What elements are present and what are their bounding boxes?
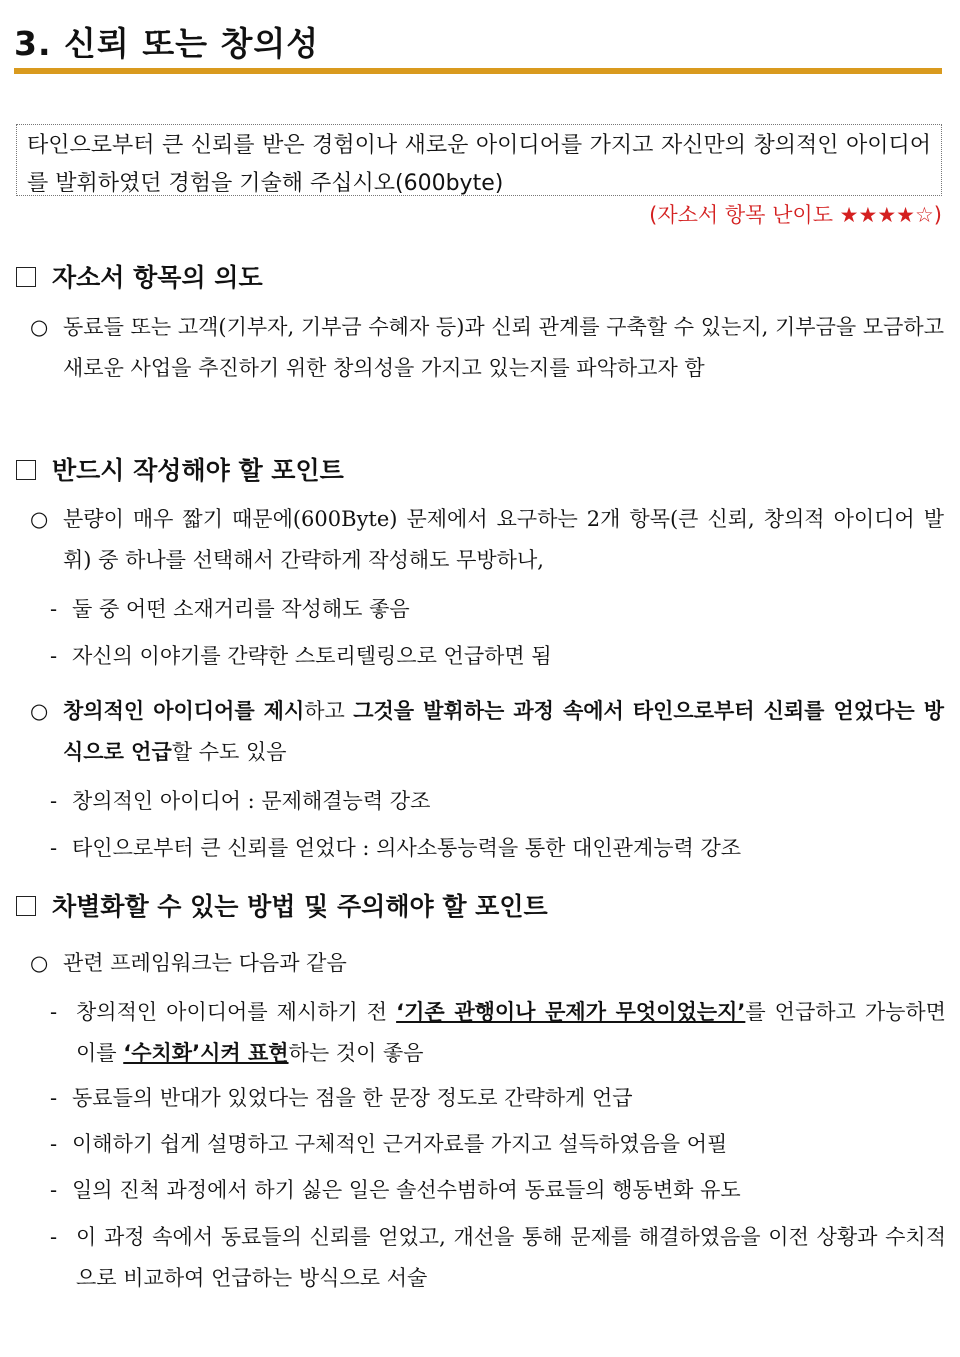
bullet-text: 분량이 매우 짧기 때문에(600Byte) 문제에서 요구하는 2개 항목(큰 신뢰, 창의적 아이디어 발휘) 중 하나를 선택해서 간략하게 작성해도 무방하나, bbox=[63, 507, 944, 572]
dash-text: 이해하기 쉽게 설명하고 구체적인 근거자료를 가지고 설득하였음을 어필 bbox=[72, 1132, 728, 1156]
dash-text: 이 과정 속에서 동료들의 신뢰를 얻었고, 개선을 통해 문제를 해결하였음을 이전 상황과 수치적으로 비교하여 언급하는 방식으로 서술 bbox=[76, 1225, 946, 1290]
plain-phrase: 를 언급하고 가능하면 이를 bbox=[76, 1000, 946, 1065]
bullet-item bbox=[30, 307, 944, 389]
dash-text: 자신의 이야기를 간략한 스토리텔링으로 언급하면 됨 bbox=[72, 644, 552, 668]
plain-phrase: 창의적인 아이디어를 제시하기 전 bbox=[76, 1000, 397, 1024]
circle-bullet-icon: ○ bbox=[30, 315, 49, 339]
circle-bullet-icon: ○ bbox=[30, 507, 49, 531]
checkbox-square-icon bbox=[16, 460, 36, 480]
difficulty-rating: (자소서 항목 난이도 ★★★★☆) bbox=[649, 203, 942, 227]
dash-marker: - bbox=[50, 1225, 58, 1249]
dash-item bbox=[50, 589, 946, 630]
section-heading-key-points bbox=[16, 451, 344, 487]
bold-phrase: 창의적인 아이디어를 제시 bbox=[63, 699, 305, 723]
bold-phrase: 그것을 발휘하는 과정 속에서 타인으로부터 신뢰를 얻었다는 방식으로 언급 bbox=[63, 699, 944, 764]
dash-text: 일의 진척 과정에서 하기 싫은 일은 솔선수범하여 동료들의 행동변화 유도 bbox=[72, 1178, 741, 1202]
dash-item bbox=[50, 781, 946, 822]
circle-bullet-icon: ○ bbox=[30, 699, 49, 723]
dash-item bbox=[50, 1170, 946, 1211]
section-heading-intent bbox=[16, 258, 263, 294]
dash-item bbox=[50, 636, 946, 677]
checkbox-square-icon bbox=[16, 267, 36, 287]
dash-marker: - bbox=[50, 836, 58, 860]
dash-text: 둘 중 어떤 소재거리를 작성해도 좋음 bbox=[72, 597, 410, 621]
bold-underlined-phrase: ‘수치화’시켜 표현 bbox=[123, 1041, 289, 1065]
section-heading-label: 자소서 항목의 의도 bbox=[52, 263, 263, 292]
section-heading-label: 차별화할 수 있는 방법 및 주의해야 할 포인트 bbox=[52, 892, 548, 921]
dash-marker: - bbox=[50, 1000, 58, 1024]
bullet-item bbox=[30, 943, 944, 984]
plain-phrase: 할 수도 있음 bbox=[171, 740, 287, 764]
title-underline-rule bbox=[14, 68, 942, 74]
dash-marker: - bbox=[50, 1178, 58, 1202]
dash-text: 동료들의 반대가 있었다는 점을 한 문장 정도로 간략하게 언급 bbox=[72, 1086, 633, 1110]
bold-underlined-phrase: ‘기존 관행이나 문제가 무엇이었는지’ bbox=[396, 1000, 746, 1024]
circle-bullet-icon: ○ bbox=[30, 951, 49, 975]
bullet-text: 관련 프레임워크는 다음과 같음 bbox=[63, 951, 347, 975]
section-heading-label: 반드시 작성해야 할 포인트 bbox=[52, 456, 344, 485]
question-box: 타인으로부터 큰 신뢰를 받은 경험이나 새로운 아이디어를 가지고 자신만의 창의적인 아이디어를 발휘하였던 경험을 기술해 주십시오(600byte) bbox=[16, 124, 942, 196]
dash-text bbox=[76, 992, 946, 1074]
dash-item bbox=[50, 1217, 946, 1299]
dash-item bbox=[50, 828, 946, 869]
page-title: 3. 신뢰 또는 창의성 bbox=[14, 24, 320, 63]
plain-phrase: 하는 것이 좋음 bbox=[288, 1041, 424, 1065]
dash-text: 타인으로부터 큰 신뢰를 얻었다 : 의사소통능력을 통한 대인관계능력 강조 bbox=[72, 836, 742, 860]
dash-marker: - bbox=[50, 1086, 58, 1110]
dash-item bbox=[50, 992, 946, 1074]
bullet-item bbox=[30, 499, 944, 581]
dash-marker: - bbox=[50, 597, 58, 621]
dash-marker: - bbox=[50, 644, 58, 668]
dash-item bbox=[50, 1124, 946, 1165]
bullet-item bbox=[30, 691, 944, 773]
checkbox-square-icon bbox=[16, 896, 36, 916]
dash-text: 창의적인 아이디어 : 문제해결능력 강조 bbox=[72, 789, 431, 813]
dash-marker: - bbox=[50, 1132, 58, 1156]
plain-phrase: 하고 bbox=[304, 699, 354, 723]
section-heading-differentiation bbox=[16, 887, 548, 923]
dash-item bbox=[50, 1078, 946, 1119]
dash-marker: - bbox=[50, 789, 58, 813]
bullet-text bbox=[63, 691, 944, 773]
bullet-text: 동료들 또는 고객(기부자, 기부금 수혜자 등)과 신뢰 관계를 구축할 수 있는지, 기부금을 모금하고 새로운 사업을 추진하기 위한 창의성을 가지고 있는지를 파악하고자 함 bbox=[63, 315, 944, 380]
